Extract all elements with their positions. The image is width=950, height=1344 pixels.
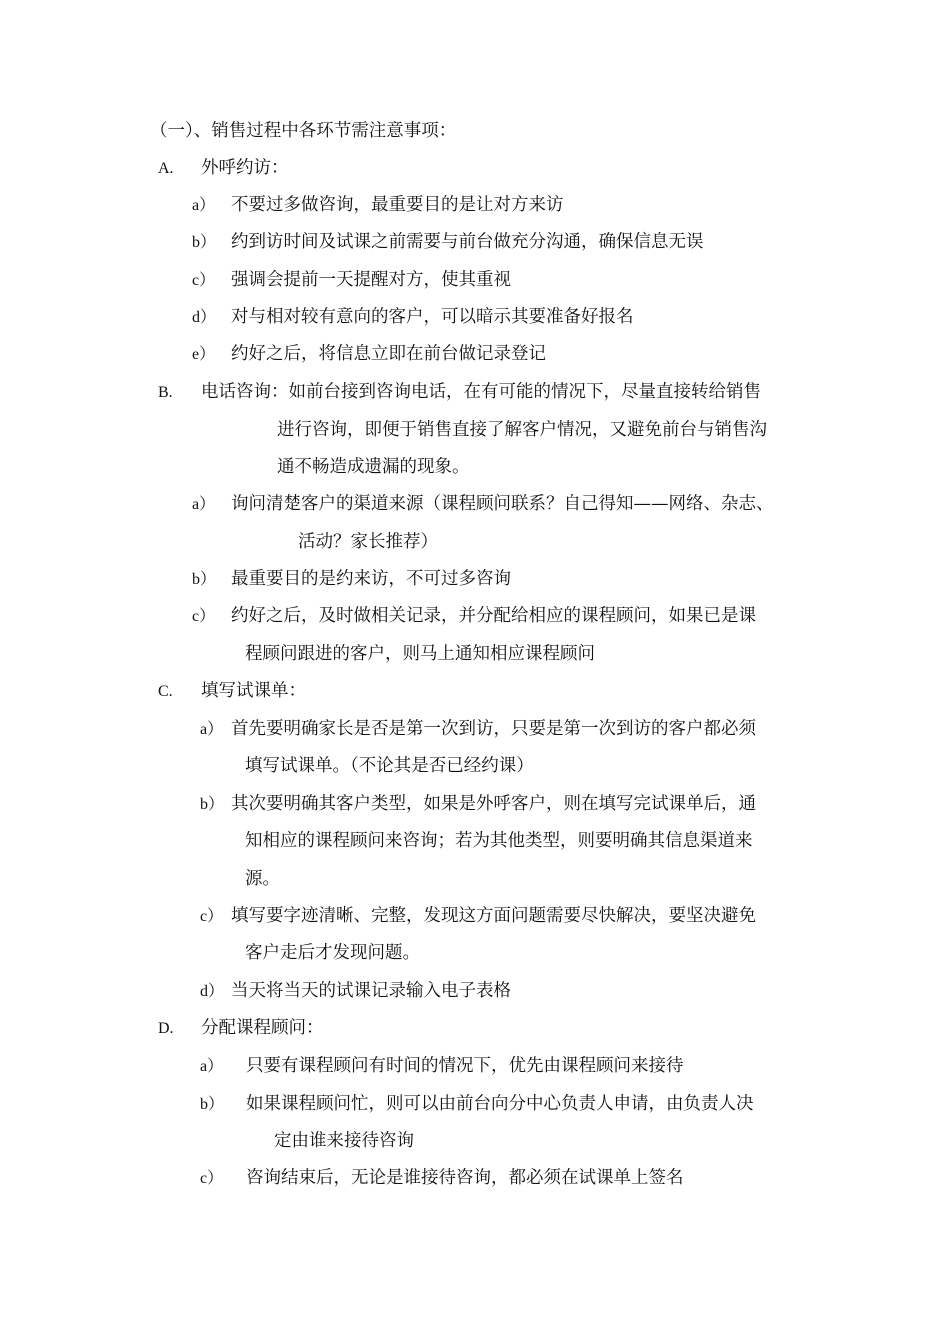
- item-text-continued: 源。: [245, 869, 280, 889]
- item-text: 咨询结束后，无论是谁接待咨询，都必须在试课单上签名: [246, 1168, 684, 1188]
- item-text: 询问清楚客户的渠道来源（课程顾问联系？自己得知——网络、杂志、: [231, 494, 774, 514]
- item-marker: b）: [200, 1096, 225, 1113]
- item-marker: c）: [200, 1170, 224, 1187]
- item-marker: b）: [192, 571, 217, 588]
- item-marker: d）: [192, 309, 217, 326]
- item-marker: a）: [200, 721, 224, 738]
- item-text-continued: 程顾问跟进的客户，则马上通知相应课程顾问: [245, 644, 595, 664]
- item-marker: b）: [192, 234, 217, 251]
- section-title-continued: 进行咨询，即便于销售直接了解客户情况，又避免前台与销售沟: [277, 420, 767, 440]
- item-marker: a）: [192, 496, 216, 513]
- section-title: 电话咨询：如前台接到咨询电话，在有可能的情况下，尽量直接转给销售: [201, 382, 761, 402]
- section-marker: B.: [158, 384, 173, 401]
- section-marker: D.: [158, 1020, 174, 1037]
- item-marker: d）: [200, 983, 225, 1000]
- item-text: 约到访时间及试课之前需要与前台做充分沟通，确保信息无误: [231, 232, 704, 252]
- item-marker: c）: [192, 272, 216, 289]
- item-text-continued: 客户走后才发现问题。: [245, 943, 420, 963]
- item-text: 对与相对较有意向的客户，可以暗示其要准备好报名: [231, 307, 634, 327]
- item-marker: c）: [192, 608, 216, 625]
- section-marker: C.: [158, 683, 173, 700]
- item-text-continued: 填写试课单。（不论其是否已经约课）: [245, 756, 534, 776]
- item-text: 如果课程顾问忙，则可以由前台向分中心负责人申请，由负责人决: [246, 1094, 754, 1114]
- section-title: 分配课程顾问：: [201, 1018, 324, 1038]
- item-text: 不要过多做咨询，最重要目的是让对方来访: [231, 195, 564, 215]
- item-marker: a）: [192, 197, 216, 214]
- item-marker: c）: [200, 908, 224, 925]
- item-text-continued: 活动？家长推荐）: [298, 532, 438, 552]
- item-text-continued: 知相应的课程顾问来咨询；若为其他类型，则要明确其信息渠道来: [245, 831, 753, 851]
- section-marker: A.: [158, 160, 174, 177]
- item-text: 约好之后，及时做相关记录，并分配给相应的课程顾问，如果已是课: [231, 606, 756, 626]
- section-title: 外呼约访：: [201, 158, 289, 178]
- item-text: 只要有课程顾问有时间的情况下，优先由课程顾问来接待: [246, 1056, 684, 1076]
- item-text: 填写要字迹清晰、完整，发现这方面问题需要尽快解决，要坚决避免: [231, 906, 756, 926]
- item-marker: a）: [200, 1058, 224, 1075]
- item-text-continued: 定由谁来接待咨询: [274, 1131, 414, 1151]
- item-marker: b）: [200, 796, 225, 813]
- item-text: 首先要明确家长是否是第一次到访，只要是第一次到访的客户都必须: [231, 719, 756, 739]
- document-heading: （一）、销售过程中各环节需注意事项：: [150, 121, 457, 141]
- item-text: 当天将当天的试课记录输入电子表格: [231, 981, 511, 1001]
- section-title: 填写试课单：: [201, 681, 306, 701]
- item-marker: e）: [192, 346, 216, 363]
- item-text: 约好之后，将信息立即在前台做记录登记: [231, 344, 546, 364]
- item-text: 强调会提前一天提醒对方，使其重视: [231, 270, 511, 290]
- section-title-continued: 通不畅造成遗漏的现象。: [277, 457, 470, 477]
- item-text: 最重要目的是约来访，不可过多咨询: [231, 569, 511, 589]
- item-text: 其次要明确其客户类型，如果是外呼客户，则在填写完试课单后，通: [231, 794, 756, 814]
